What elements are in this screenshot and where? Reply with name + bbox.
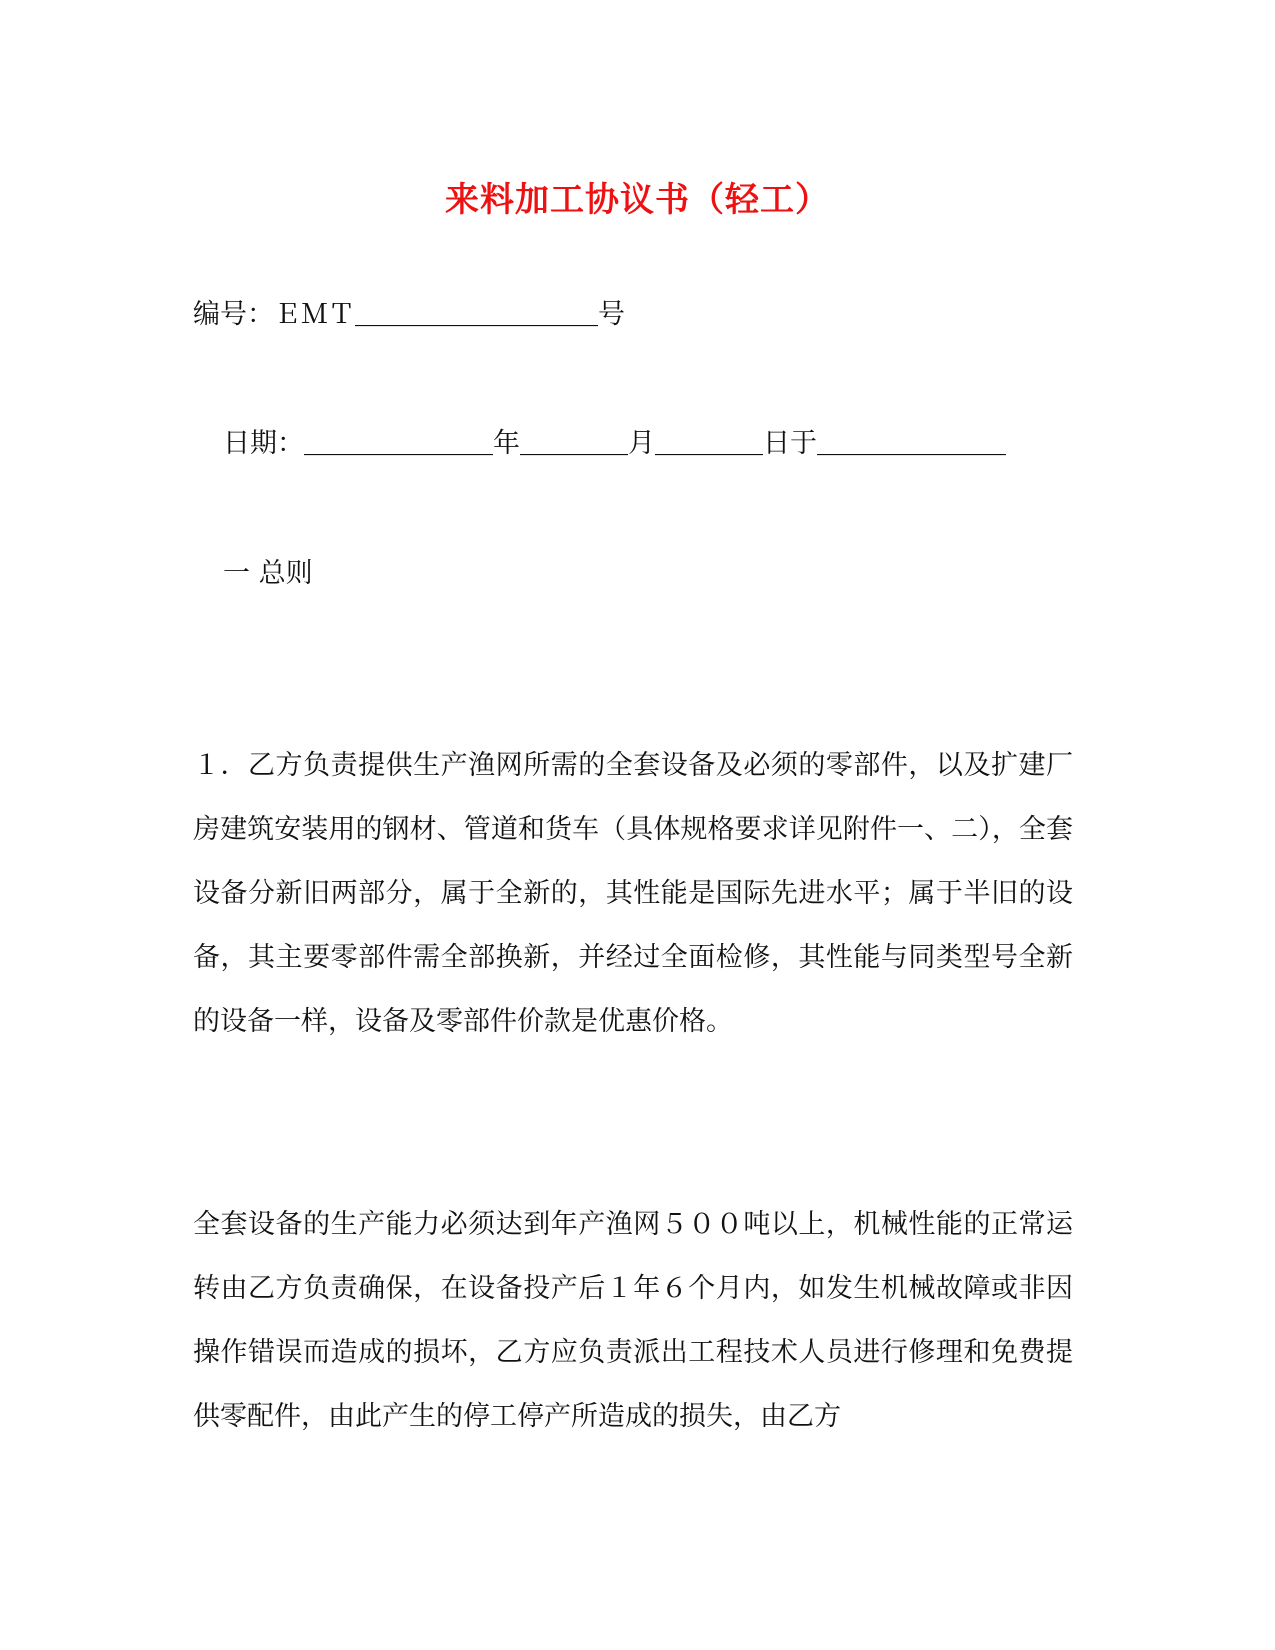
- document-title: 来料加工协议书（轻工）: [445, 180, 830, 220]
- date-line: 日期：＿＿＿＿＿＿＿年＿＿＿＿月＿＿＿＿日于＿＿＿＿＿＿＿: [223, 428, 1006, 459]
- serial-number-line: 编号：ＥＭＴ＿＿＿＿＿＿＿＿＿号: [193, 299, 625, 330]
- section-heading: 一 总则: [223, 558, 313, 589]
- paragraph-1: １．乙方负责提供生产渔网所需的全套设备及必须的零部件，以及扩建厂房建筑安装用的钢材、管道和货车（具体规格要求详见附件一、二），全套设备分新旧两部分，属于全新的，其性能是国际先进水平；属于半旧的设备，其主要零部件需全部换新，并经过全面检修，其性能与同类型号全新的设备一样，设备及零部件价款是优惠价格。: [193, 750, 1073, 1037]
- paragraph-2: 全套设备的生产能力必须达到年产渔网５００吨以上，机械性能的正常运转由乙方负责确保，在设备投产后１年６个月内，如发生机械故障或非因操作错误而造成的损坏，乙方应负责派出工程技术人员进行修理和免费提供零配件，由此产生的停工停产所造成的损失，由乙方: [193, 1209, 1073, 1432]
